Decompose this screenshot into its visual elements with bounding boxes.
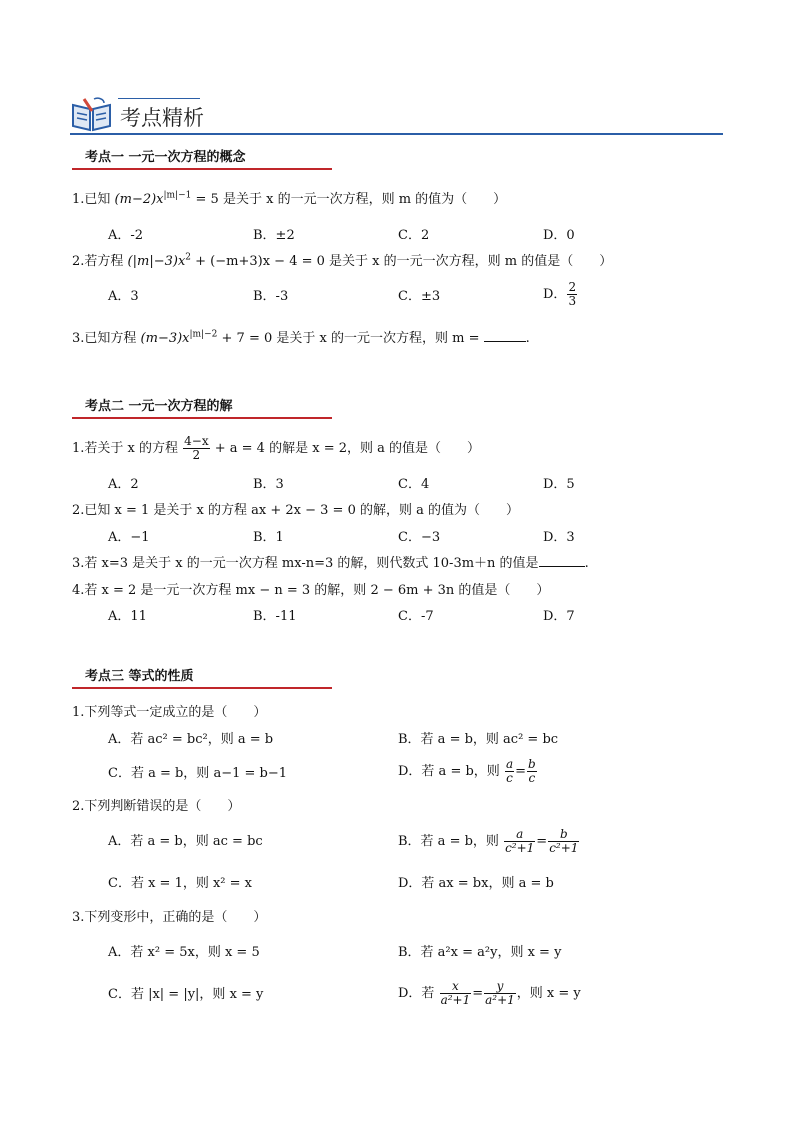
option[interactable]: C．-7 bbox=[398, 609, 434, 624]
section-title: 考点三 等式的性质 bbox=[85, 669, 194, 684]
option[interactable]: B．若 a = b，则 $\frac{a}{\text{c²+1}}$ = $\frac{b}{\text{c²+1}}$ bbox=[398, 827, 579, 855]
option[interactable]: A．-2 bbox=[108, 228, 144, 243]
header-icon bbox=[70, 97, 114, 133]
option[interactable]: C．−3 bbox=[398, 530, 441, 545]
option[interactable]: D．若 ax = bx，则 a = b bbox=[398, 876, 554, 891]
option[interactable]: C．若 a = b，则 a−1 = b−1 bbox=[108, 766, 287, 781]
section-title: 考点二 一元一次方程的解 bbox=[85, 399, 233, 414]
formula: $(m-3)x^{|m|-2} + 7 = 0$ bbox=[140, 329, 273, 346]
question-2-1: 1.若关于 x 的方程 $\frac{4-x}{2}$ + a = 4 的解是 x = 2，则 a 的值是（ ） bbox=[72, 434, 481, 462]
section-title: 考点一 一元一次方程的概念 bbox=[85, 150, 246, 165]
formula: + a = 4 bbox=[214, 441, 265, 456]
option[interactable]: C．±3 bbox=[398, 289, 441, 304]
option[interactable]: C．4 bbox=[398, 477, 430, 492]
question-1-2: 2.若方程 $(|m|-3)x^2 + (-m+3)x - 4 = 0$ 是关于 x 的一元一次方程，则 m 的值是（ ） bbox=[72, 252, 613, 269]
header-rule bbox=[70, 133, 723, 135]
option[interactable]: A．若 x² = 5x，则 x = 5 bbox=[108, 945, 260, 960]
option[interactable]: D．7 bbox=[543, 609, 575, 624]
option[interactable]: A．若 a = b，则 ac = bc bbox=[108, 834, 263, 849]
option[interactable]: B．3 bbox=[253, 477, 284, 492]
option[interactable]: B．±2 bbox=[253, 228, 295, 243]
question-3-3: 3.下列变形中，正确的是（ ） bbox=[72, 910, 267, 925]
formula: $(m-2)x^{|m|-1} = 5$ bbox=[114, 190, 219, 207]
option[interactable]: D．若 $\frac{x}{\text{a²+1}}$ = $\frac{y}{\text{a²+1}}$ ，则 x = y bbox=[398, 979, 581, 1007]
option[interactable]: C．若 |x| = |y|，则 x = y bbox=[108, 987, 264, 1002]
option[interactable]: D．3 bbox=[543, 530, 575, 545]
header-accent-line bbox=[118, 98, 200, 99]
option[interactable]: D． $\frac{2}{3}$ bbox=[543, 280, 577, 308]
question-2-3: 3.若 x=3 是关于 x 的一元一次方程 mx-n=3 的解，则代数式 10-3m＋n 的值是 . bbox=[72, 556, 589, 571]
option[interactable]: B．1 bbox=[253, 530, 284, 545]
option[interactable]: C．2 bbox=[398, 228, 430, 243]
option[interactable]: A．−1 bbox=[108, 530, 150, 545]
section-underline bbox=[72, 417, 332, 419]
question-2-4: 4.若 x = 2 是一元一次方程 mx − n = 3 的解，则 2 − 6m + 3n 的值是（ ） bbox=[72, 583, 550, 598]
option[interactable]: B．若 a²x = a²y，则 x = y bbox=[398, 945, 562, 960]
page-title: 考点精析 bbox=[120, 106, 204, 130]
question-2-2: 2.已知 x = 1 是关于 x 的方程 ax + 2x − 3 = 0 的解，则 a 的值为（ ） bbox=[72, 503, 520, 518]
question-3-1: 1.下列等式一定成立的是（ ） bbox=[72, 705, 267, 720]
option[interactable]: B．-11 bbox=[253, 609, 297, 624]
option[interactable]: A．2 bbox=[108, 477, 139, 492]
formula: $(|m|-3)x^2 + (-m+3)x - 4 = 0$ bbox=[127, 252, 325, 269]
section-underline bbox=[72, 168, 332, 170]
option[interactable]: D．若 a = b，则 $\frac{a}{c}$ = $\frac{b}{c}$ bbox=[398, 757, 536, 785]
option[interactable]: A．11 bbox=[108, 609, 147, 624]
question-3-2: 2.下列判断错误的是（ ） bbox=[72, 799, 241, 814]
option[interactable]: D．5 bbox=[543, 477, 575, 492]
option[interactable]: A．若 ac² = bc²，则 a = b bbox=[108, 732, 274, 747]
question-1-3: 3.已知方程 $(m-3)x^{|m|-2} + 7 = 0$ 是关于 x 的一元一次方程，则 m = . bbox=[72, 329, 530, 346]
option[interactable]: A．3 bbox=[108, 289, 139, 304]
option[interactable]: C．若 x = 1，则 x² = x bbox=[108, 876, 253, 891]
option[interactable]: B．若 a = b，则 ac² = bc bbox=[398, 732, 559, 747]
option[interactable]: B．-3 bbox=[253, 289, 289, 304]
section-underline bbox=[72, 687, 332, 689]
question-1-1: 1.已知 $(m-2)x^{|m|-1} = 5$ 是关于 x 的一元一次方程，则 m 的值为（ ） bbox=[72, 190, 507, 207]
option[interactable]: D．0 bbox=[543, 228, 575, 243]
